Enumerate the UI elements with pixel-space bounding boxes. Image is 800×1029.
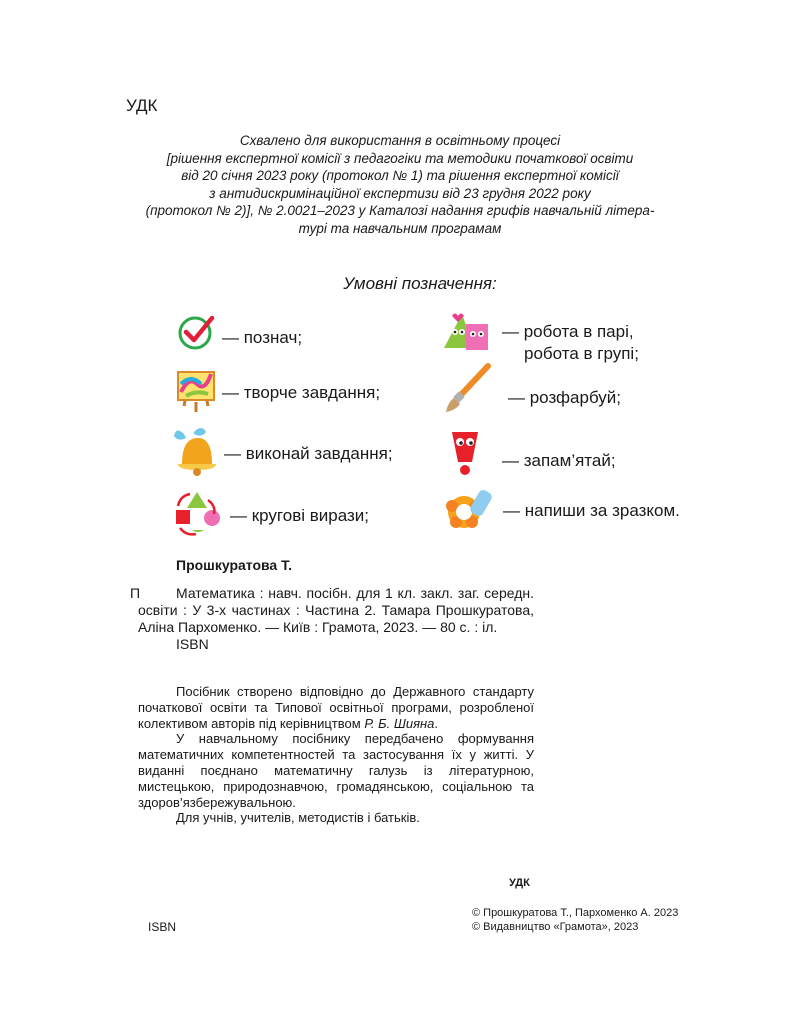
- legend-text-task: — виконай завдання;: [224, 444, 393, 463]
- annotation-text: Посібник створено відповідно до Державного стандарту початкової освіти та Типової освітньої програми, розробленої колективом авторів під керівництвом: [138, 684, 534, 731]
- approval-statement: [110, 132, 690, 238]
- approval-line: (протокол № 2)], № 2.0021–2023 у Каталозі надання грифів навчальній літера-: [145, 203, 655, 219]
- approval-line: турі та навчальним програмам: [298, 220, 502, 236]
- legend-text-pair-work: — робота в парі,: [502, 322, 634, 341]
- legend-title: Умовні позначення:: [343, 274, 497, 293]
- annotation: [138, 684, 534, 826]
- annotation-audience: Для учнів, учителів, методистів і батьків.: [176, 810, 420, 826]
- approval-line: від 20 січня 2023 року (протокол № 1) та рішення експертної комісії: [181, 168, 619, 184]
- annotation-text: .: [434, 715, 439, 731]
- udk-footer: УДК: [509, 877, 530, 889]
- author-name: Прошкуратова Т.: [176, 557, 292, 573]
- legend-text-mark: — познач;: [222, 328, 303, 347]
- annotation-editor-name: Р. Б. Шияна: [364, 715, 435, 731]
- copyright-line: © Видавництво «Грамота», 2023: [472, 921, 639, 933]
- circular-arrows-icon: [172, 488, 222, 536]
- bibliographic-description: [138, 585, 534, 653]
- biblio-isbn: ISBN: [176, 636, 209, 652]
- isbn-footer: ISBN: [148, 920, 177, 934]
- easel-icon: [172, 366, 220, 414]
- annotation-paragraph: [138, 684, 534, 731]
- copyright-notice: [472, 906, 678, 934]
- copyright-line: © Прошкуратова Т., Пархоменко А. 2023: [472, 907, 679, 919]
- legend-text-creative: — творче завдання;: [222, 383, 381, 402]
- exclamation-icon: [448, 428, 488, 476]
- udk-header: УДК: [126, 96, 158, 115]
- flower-pencil-icon: [444, 486, 496, 534]
- pair-work-icon: [440, 308, 494, 356]
- bell-icon: [170, 424, 220, 478]
- check-mark-icon: [176, 312, 216, 352]
- annotation-paragraph: У навчальному посібнику передбачено формування математичних компетентностей та застосування їх у житті. У виданні поєднано математичну галузь із літературною, мистецькою, природознавчою, громадянською, соціальною та здоров’язбережувальною.: [138, 731, 534, 810]
- biblio-text: Математика : навч. посібн. для 1 кл. закл. заг. середн. освіти : У 3-х частинах : Частина 2. Тамара Прошкуратова, Аліна Пархоменко. — Київ : Грамота, 2023. — 80 с. : іл.: [138, 585, 534, 635]
- legend-text-sample: — напиши за зразком.: [503, 501, 680, 520]
- legend-text-group-work: робота в групі;: [524, 344, 639, 363]
- paintbrush-icon: [442, 362, 492, 414]
- index-letter: П: [130, 585, 141, 601]
- legend-text-circular: — кругові вирази;: [230, 506, 369, 525]
- approval-line: з антидискримінаційної експертизи від 23 грудня 2022 року: [209, 185, 591, 201]
- legend-text-color: — розфарбуй;: [508, 388, 622, 407]
- approval-line: [рішення експертної комісії з педагогіки та методики початкової освіти: [166, 150, 634, 166]
- legend-text-remember: — запам’ятай;: [502, 451, 616, 470]
- approval-line: Схвалено для використання в освітньому процесі: [239, 133, 561, 148]
